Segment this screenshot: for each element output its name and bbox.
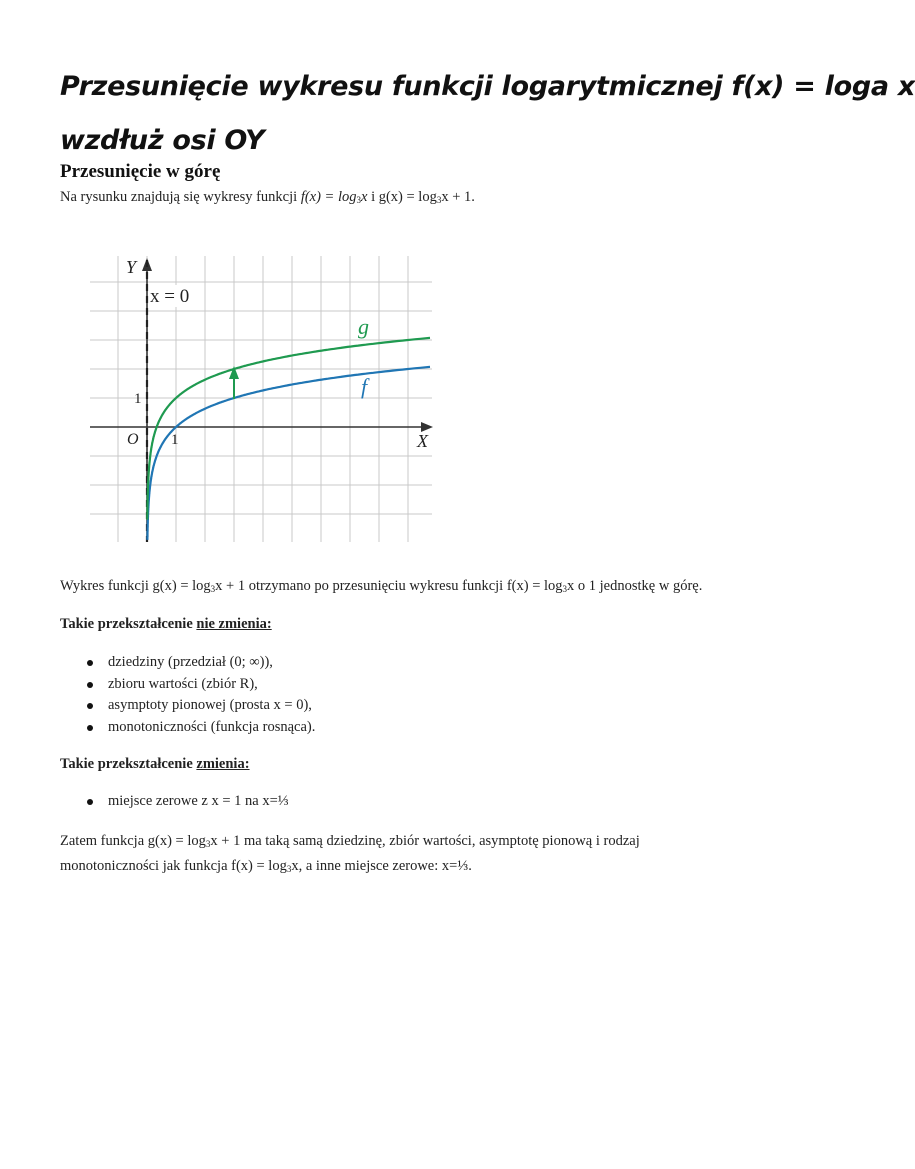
title-line-1: Przesunięcie wykresu funkcji logarytmicznej f(x) = loga x (60, 71, 915, 102)
p1-a-sub: 3 (210, 584, 216, 594)
asymptote-label: x = 0 (150, 286, 190, 307)
x-axis-label: X (417, 431, 428, 451)
p1-b-rest: x o 1 jednostkę w górę. (567, 578, 703, 594)
origin-label: O (127, 431, 139, 448)
section-heading: Przesunięcie w górę (60, 161, 221, 182)
intro-g-sub: 3 (436, 195, 442, 205)
changed-label-underlined: zmienia: (196, 756, 250, 772)
changed-label-prefix: Takie przekształcenie (60, 756, 197, 772)
intro-g-arg: x + 1. (441, 189, 475, 205)
p1-a: Wykres funkcji g(x) = log (60, 578, 211, 594)
conclusion-line-2 (60, 855, 780, 880)
c2-a: monotoniczności jak funkcja f(x) = log (60, 858, 287, 874)
changed-list (60, 791, 289, 813)
intro-f: f(x) = log (300, 189, 357, 205)
c2-sub: 3 (286, 864, 292, 874)
p1-b-sub: 3 (562, 584, 568, 594)
unchanged-list (60, 652, 315, 738)
list-item: zbioru wartości (zbiór R), (60, 674, 315, 696)
conclusion-line-1 (60, 830, 780, 855)
intro-text (60, 189, 475, 206)
intro-f-arg: x (361, 189, 368, 205)
y-tick-1: 1 (134, 391, 142, 407)
paragraph-shift (60, 578, 702, 595)
title-line-2: wzdłuż osi OY (60, 125, 265, 156)
c1-a: Zatem funkcja g(x) = log (60, 833, 206, 849)
list-item: monotoniczności (funkcja rosnąca). (60, 717, 315, 739)
g-label: g (358, 314, 369, 339)
x-tick-1: 1 (171, 432, 179, 448)
page-title (60, 60, 915, 168)
list-item: miejsce zerowe z x = 1 na x=⅓ (60, 791, 289, 813)
changed-label (60, 756, 250, 773)
intro-prefix: Na rysunku znajdują się wykresy funkcji (60, 189, 301, 205)
intro-g: g(x) = log (378, 189, 437, 205)
y-axis-label: Y (126, 257, 137, 277)
f-label: f (361, 374, 368, 399)
unchanged-label-prefix: Takie przekształcenie (60, 616, 197, 632)
list-item: dziedziny (przedział (0; ∞)), (60, 652, 315, 674)
p1-a-rest: x + 1 otrzymano po przesunięciu wykresu funkcji f(x) = log (215, 578, 563, 594)
list-item: asymptoty pionowej (prosta x = 0), (60, 695, 315, 717)
c1-b: x + 1 ma taką samą dziedzinę, zbiór wartości, asymptotę pionową i rodzaj (210, 833, 640, 849)
c2-b: x, a inne miejsce zerowe: x=⅓. (291, 858, 472, 874)
c1-sub: 3 (205, 839, 211, 849)
curve-g (147, 338, 430, 520)
unchanged-label-underlined: nie zmienia: (196, 616, 272, 632)
conclusion-text (60, 830, 780, 880)
unchanged-label (60, 616, 272, 633)
intro-and: i (367, 189, 379, 205)
intro-f-sub: 3 (356, 195, 361, 205)
function-graph (90, 252, 435, 542)
